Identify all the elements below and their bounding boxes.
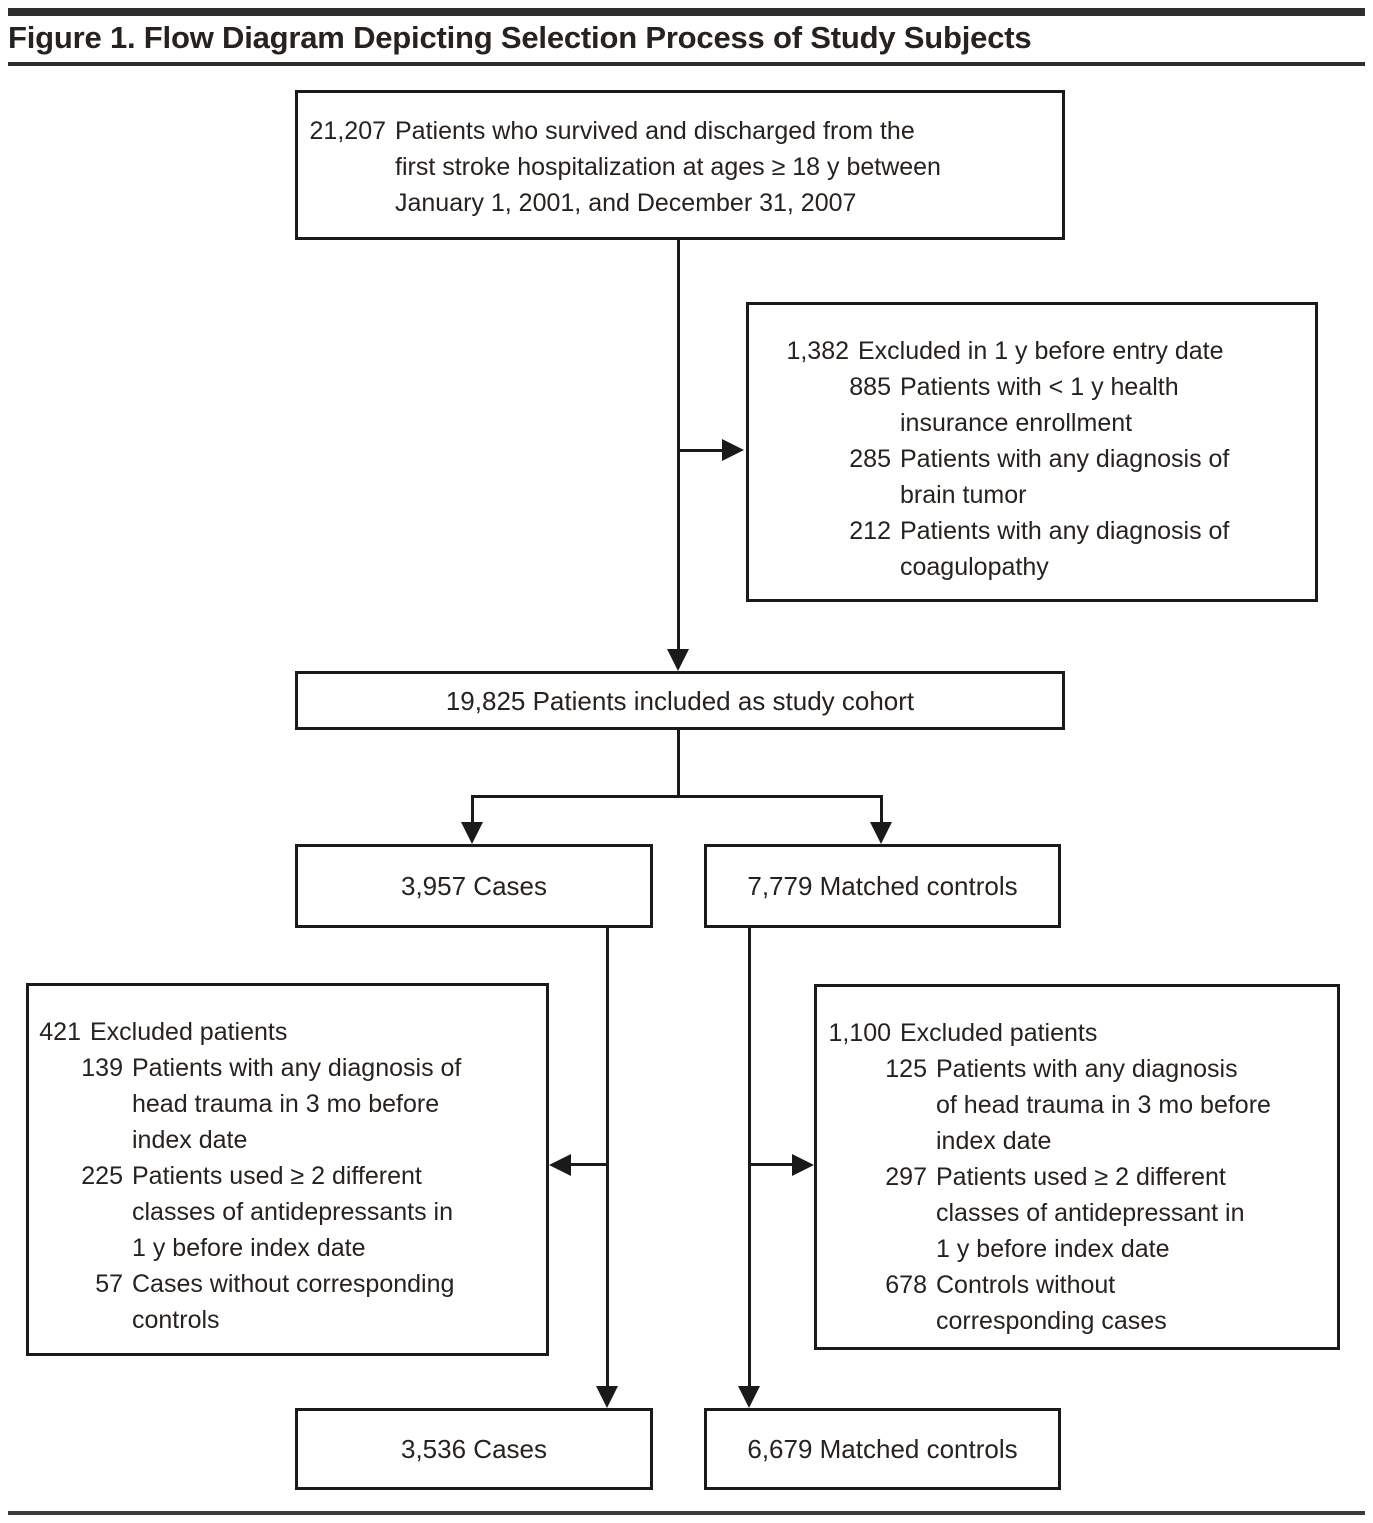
arrowhead-down-icon: [738, 1386, 760, 1408]
count-value: 1,100: [828, 1019, 891, 1047]
item-text: Patients with any diagnosis of coagulopathy: [900, 517, 1230, 581]
count-value: 21,207: [309, 117, 386, 145]
count-value: 885: [849, 373, 891, 401]
exclusion-entry-item: [783, 369, 1303, 441]
controls-label: 7,779 Matched controls: [747, 871, 1018, 901]
count-value: 125: [885, 1055, 927, 1083]
arrowhead-right-icon: [792, 1154, 814, 1176]
connector-to-exclusion-entry: [680, 449, 722, 452]
exclusion-controls-item: [827, 1267, 1327, 1339]
item-text: Patients with < 1 y health insurance enrollment: [900, 373, 1179, 437]
arrowhead-down-icon: [667, 649, 689, 671]
exclusion-cases-header: [39, 1014, 536, 1050]
branch-left-line: [471, 795, 474, 824]
exclusion-controls-label: Excluded patients: [900, 1019, 1098, 1047]
bottom-rule: [8, 1511, 1365, 1515]
connector-cases-final: [606, 926, 609, 1386]
figure-title: Figure 1. Flow Diagram Depicting Selection Process of Study Subjects: [8, 20, 1032, 55]
exclusion-entry-item: [783, 513, 1303, 585]
exclusion-entry-header: [783, 333, 1303, 369]
item-text: Patients with any diagnosis of head trauma in 3 mo before index date: [936, 1055, 1271, 1155]
count-value: 212: [849, 517, 891, 545]
count-value: 421: [39, 1018, 81, 1046]
source-box: [295, 90, 1065, 240]
top-rule: [8, 8, 1365, 16]
connector-to-exclusion-cases: [569, 1163, 608, 1166]
final-controls-box: [704, 1408, 1061, 1490]
exclusion-controls-item: [827, 1159, 1327, 1267]
exclusion-cases-item: [39, 1158, 536, 1266]
exclusion-entry-item: [783, 441, 1303, 513]
item-text: Patients with any diagnosis of brain tumor: [900, 445, 1230, 509]
connector-to-exclusion-controls: [750, 1163, 792, 1166]
cases-label: 3,957 Cases: [401, 871, 547, 901]
item-text: Cases without corresponding controls: [132, 1270, 455, 1334]
source-text: Patients who survived and discharged from the first stroke hospitalization at ages ≥ 18 y between January 1, 2001, and December 31, 2007: [395, 117, 941, 217]
connector-source-cohort: [677, 240, 680, 650]
connector-controls-final: [748, 926, 751, 1386]
item-text: Controls without corresponding cases: [936, 1271, 1167, 1335]
arrowhead-left-icon: [549, 1154, 571, 1176]
count-value: 678: [885, 1271, 927, 1299]
arrowhead-down-icon: [596, 1386, 618, 1408]
exclusion-controls-box: [814, 984, 1340, 1350]
title-rule: [8, 62, 1365, 66]
connector-cohort-split: [677, 730, 680, 797]
cohort-box: [295, 671, 1065, 730]
arrowhead-down-icon: [870, 822, 892, 844]
exclusion-cases-box: [26, 983, 549, 1356]
final-cases-label: 3,536 Cases: [401, 1434, 547, 1464]
split-horizontal-line: [471, 795, 883, 798]
count-value: 225: [81, 1162, 123, 1190]
item-text: Patients used ≥ 2 different classes of antidepressants in 1 y before index date: [132, 1162, 454, 1262]
controls-box: [704, 844, 1061, 928]
cases-box: [295, 844, 653, 928]
exclusion-controls-header: [827, 1015, 1327, 1051]
count-value: 1,382: [786, 337, 849, 365]
exclusion-cases-item: [39, 1050, 536, 1158]
exclusion-cases-item: [39, 1266, 536, 1338]
arrowhead-down-icon: [461, 822, 483, 844]
count-value: 297: [885, 1163, 927, 1191]
cohort-label: 19,825 Patients included as study cohort: [445, 685, 915, 716]
exclusion-entry-box: [746, 302, 1318, 602]
exclusion-entry-label: Excluded in 1 y before entry date: [858, 337, 1224, 365]
exclusion-controls-item: [827, 1051, 1327, 1159]
count-value: 139: [81, 1054, 123, 1082]
source-entry: [308, 113, 1050, 221]
final-controls-label: 6,679 Matched controls: [747, 1434, 1018, 1464]
branch-right-line: [880, 795, 883, 824]
item-text: Patients used ≥ 2 different classes of antidepressant in 1 y before index date: [936, 1163, 1245, 1263]
count-value: 57: [95, 1270, 123, 1298]
item-text: Patients with any diagnosis of head trauma in 3 mo before index date: [132, 1054, 462, 1154]
exclusion-cases-label: Excluded patients: [90, 1018, 288, 1046]
arrowhead-right-icon: [722, 439, 744, 461]
final-cases-box: [295, 1408, 653, 1490]
count-value: 285: [849, 445, 891, 473]
